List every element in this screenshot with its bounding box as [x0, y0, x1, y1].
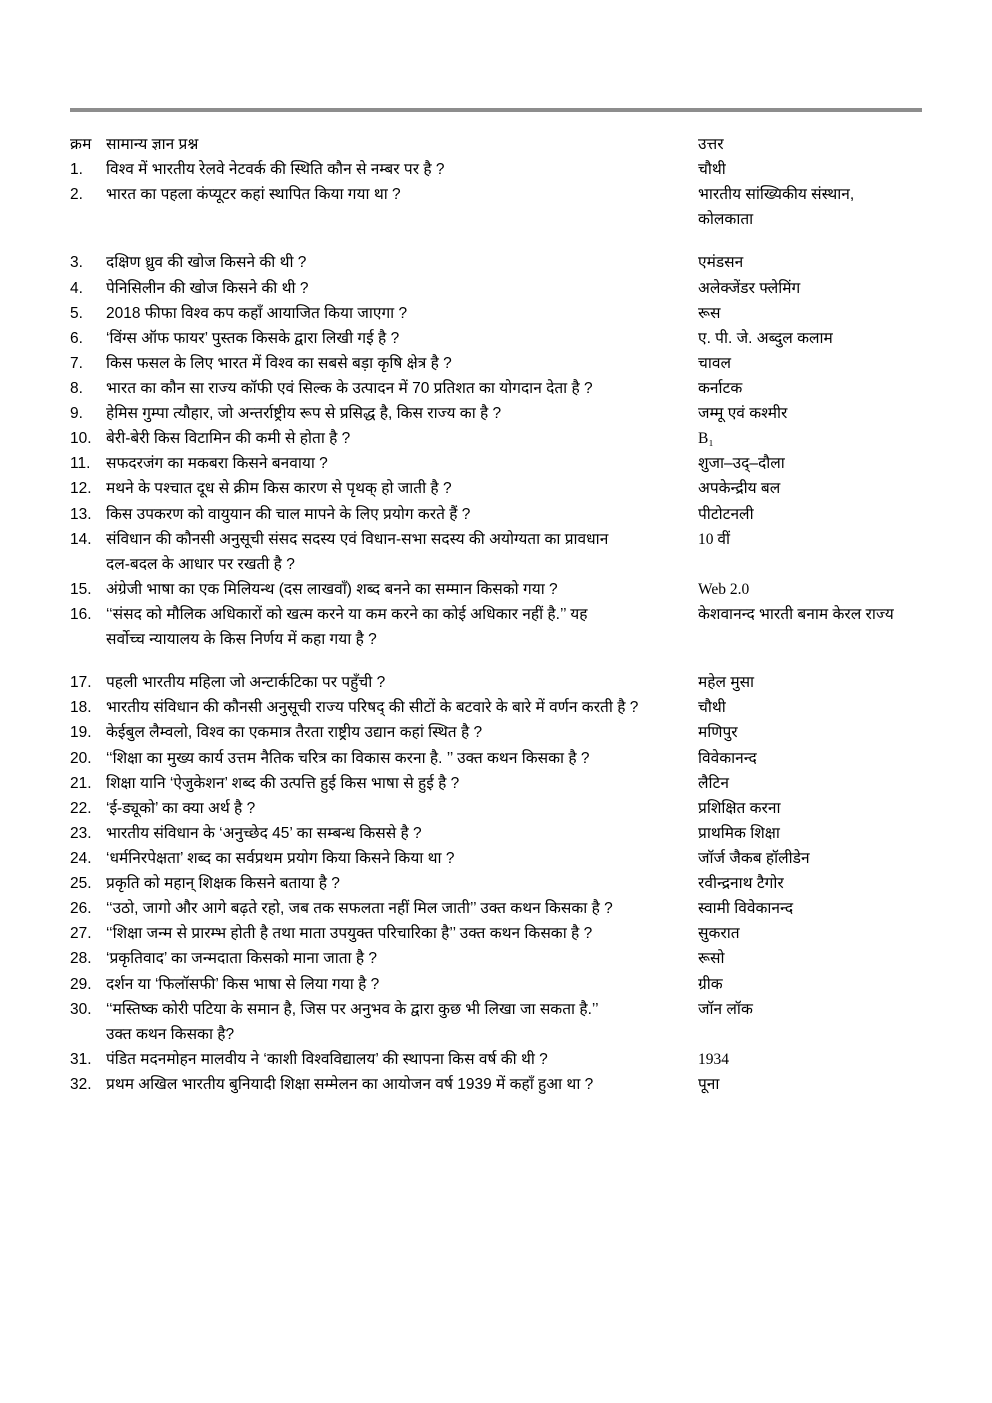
answer-line-1: रवीन्द्रनाथ टैगोर — [698, 875, 784, 893]
table-row — [70, 746, 922, 771]
row-number: 12. — [70, 480, 92, 498]
row-answer — [698, 997, 922, 1047]
row-question — [106, 771, 698, 796]
row-question — [106, 426, 698, 451]
row-number: 17. — [70, 674, 92, 692]
answer-line-1: अपकेन्द्रीय बल — [698, 480, 781, 498]
row-number: 19. — [70, 724, 92, 742]
row-answer — [698, 670, 922, 695]
row-question — [106, 1047, 698, 1072]
table-row — [70, 1047, 922, 1072]
table-row — [70, 301, 922, 326]
question-line-1: ‘‘शिक्षा जन्म से प्रारम्भ होती है तथा माता उपयुक्त परिचारिका है’’ उक्त कथन किसका है ? — [106, 925, 593, 943]
table-row — [70, 577, 922, 602]
row-number: 7. — [70, 354, 83, 372]
qa-table-body — [70, 132, 922, 1097]
row-question — [106, 376, 698, 401]
row-answer — [698, 720, 922, 745]
header-rule — [70, 108, 922, 112]
answer-line-1: प्राथमिक शिक्षा — [698, 824, 780, 842]
question-line-1: भारत का पहला कंप्यूटर कहां स्थापित किया गया था ? — [106, 186, 401, 204]
row-number: 13. — [70, 505, 92, 523]
row-question — [106, 351, 698, 376]
table-row — [70, 276, 922, 301]
row-number: 15. — [70, 580, 92, 598]
row-question — [106, 846, 698, 871]
answer-line-1: सुकरात — [698, 925, 740, 943]
row-number: 9. — [70, 405, 83, 423]
table-row — [70, 451, 922, 476]
answer-line-1: लैटिन — [698, 774, 729, 792]
table-row — [70, 401, 922, 426]
answer-line-2: कोलकाता — [698, 211, 754, 229]
question-line-1: केईबुल लैम्वलो, विश्व का एकमात्र तैरता राष्ट्रीय उद्यान कहां स्थित है ? — [106, 724, 483, 742]
row-question — [106, 796, 698, 821]
answer-line-1: प्रशिक्षित करना — [698, 799, 781, 817]
table-row — [70, 695, 922, 720]
row-question — [106, 527, 698, 577]
table-row — [70, 972, 922, 997]
answer-line-1: चौथी — [698, 699, 726, 717]
row-answer — [698, 972, 922, 997]
question-line-1: भारतीय संविधान के ‘अनुच्छेद 45’ का सम्बन्ध किससे है ? — [106, 824, 422, 842]
question-line-1: मथने के पश्चात दूध से क्रीम किस कारण से पृथक् हो जाती है ? — [106, 480, 452, 498]
answer-line-1: ए. पी. जे. अब्दुल कलाम — [698, 329, 833, 347]
row-question — [106, 577, 698, 602]
row-spacer-cell — [70, 652, 922, 670]
question-line-1: बेरी-बेरी किस विटामिन की कमी से होता है ? — [106, 430, 351, 448]
row-answer — [698, 276, 922, 301]
table-row — [70, 476, 922, 501]
table-row — [70, 796, 922, 821]
row-question — [106, 670, 698, 695]
row-number: 18. — [70, 699, 92, 717]
answer-line-1: पीटोटनली — [698, 505, 754, 523]
row-question — [106, 720, 698, 745]
answer-line-2: केशवानन्द भारती बनाम केरल राज्य — [698, 605, 894, 623]
row-number: 5. — [70, 304, 83, 322]
row-number: 31. — [70, 1050, 92, 1068]
row-question — [106, 871, 698, 896]
question-line-1: शिक्षा यानि ‘ऐजुकेशन’ शब्द की उत्पत्ति हुई किस भाषा से हुई है ? — [106, 774, 460, 792]
table-row — [70, 846, 922, 871]
row-number: 10. — [70, 430, 92, 448]
row-number: 26. — [70, 900, 92, 918]
row-question — [106, 502, 698, 527]
row-question — [106, 182, 698, 232]
row-number: 21. — [70, 774, 92, 792]
answer-line-1: भारतीय सांख्यिकीय संस्थान, — [698, 186, 855, 204]
table-row — [70, 602, 922, 652]
row-number: 8. — [70, 379, 83, 397]
table-row — [70, 670, 922, 695]
question-line-1: प्रकृति को महान् शिक्षक किसने बताया है ? — [106, 875, 340, 893]
answer-line-1: महेल मुसा — [698, 674, 755, 692]
row-answer — [698, 376, 922, 401]
row-question — [106, 695, 698, 720]
row-question — [106, 326, 698, 351]
row-answer — [698, 182, 922, 232]
answer-line-1: जॉर्ज जैकब हॉलीडेन — [698, 849, 810, 867]
row-question — [106, 821, 698, 846]
question-line-1: विश्व में भारतीय रेलवे नेटवर्क की स्थिति कौन से नम्बर पर है ? — [106, 161, 445, 179]
answer-line-1: B₁ — [698, 430, 714, 448]
row-answer — [698, 1047, 922, 1072]
row-answer — [698, 921, 922, 946]
question-line-1: पंडित मदनमोहन मालवीय ने ‘काशी विश्वविद्यालय’ की स्थापना किस वर्ष की थी ? — [106, 1050, 548, 1068]
answer-line-1: 1934 — [698, 1050, 729, 1068]
answer-line-1: चौथी — [698, 161, 726, 179]
answer-line-1: कर्नाटक — [698, 379, 743, 397]
row-answer — [698, 250, 922, 275]
question-line-1: पेनिसिलीन की खोज किसने की थी ? — [106, 279, 309, 297]
answer-line-2: जॉन लॉक — [698, 1000, 753, 1018]
question-line-1: ‘ई-ड्यूको’ का क्या अर्थ है ? — [106, 799, 256, 817]
table-row — [70, 871, 922, 896]
question-line-1: अंग्रेजी भाषा का एक मिलियन्थ (दस लाखवाँ) शब्द बनने का सम्मान किसको गया ? — [106, 580, 558, 598]
row-question — [106, 972, 698, 997]
row-answer — [698, 846, 922, 871]
row-spacer-cell — [70, 232, 922, 250]
row-number: 14. — [70, 530, 92, 548]
question-line-1: प्रथम अखिल भारतीय बुनियादी शिक्षा सम्मेलन का आयोजन वर्ष 1939 में कहाँ हुआ था ? — [106, 1075, 594, 1093]
table-row — [70, 351, 922, 376]
row-answer — [698, 746, 922, 771]
answer-line-1: जम्मू एवं कश्मीर — [698, 405, 788, 423]
answer-line-1: अलेक्जेंडर फ्लेमिंग — [698, 279, 801, 297]
table-row — [70, 720, 922, 745]
row-answer — [698, 157, 922, 182]
header-order: क्रम — [70, 136, 92, 153]
row-number: 3. — [70, 254, 83, 272]
row-number: 22. — [70, 799, 92, 817]
row-spacer — [70, 652, 922, 670]
row-question — [106, 476, 698, 501]
table-row — [70, 946, 922, 971]
row-number: 30. — [70, 1000, 92, 1018]
row-answer — [698, 451, 922, 476]
answer-line-1: स्वामी विवेकानन्द — [698, 900, 794, 918]
row-question — [106, 896, 698, 921]
row-answer — [698, 426, 922, 451]
question-line-1: भारत का कौन सा राज्य कॉफी एवं सिल्क के उत्पादन में 70 प्रतिशत का योगदान देता है ? — [106, 379, 593, 397]
table-row — [70, 771, 922, 796]
answer-line-1: पूना — [698, 1075, 720, 1093]
table-row — [70, 326, 922, 351]
question-line-2: उक्त कथन किसका है? — [106, 1025, 235, 1043]
row-answer — [698, 771, 922, 796]
question-line-1: किस फसल के लिए भारत में विश्व का सबसे बड़ा कृषि क्षेत्र है ? — [106, 354, 452, 372]
table-header-row — [70, 132, 922, 157]
row-number: 27. — [70, 925, 92, 943]
row-answer — [698, 326, 922, 351]
row-number: 20. — [70, 749, 92, 767]
question-line-1: ‘‘संसद को मौलिक अधिकारों को खत्म करने या कम करने का कोई अधिकार नहीं है.’’ यह — [106, 605, 588, 623]
row-answer — [698, 401, 922, 426]
table-row — [70, 157, 922, 182]
row-answer — [698, 871, 922, 896]
row-question — [106, 451, 698, 476]
row-number: 2. — [70, 186, 83, 204]
row-number: 23. — [70, 824, 92, 842]
row-number: 28. — [70, 950, 92, 968]
row-question — [106, 997, 698, 1047]
question-line-2: सर्वोच्च न्यायालय के किस निर्णय में कहा गया है ? — [106, 631, 377, 649]
row-question — [106, 250, 698, 275]
table-row — [70, 896, 922, 921]
row-question — [106, 301, 698, 326]
row-question — [106, 921, 698, 946]
row-number: 4. — [70, 279, 83, 297]
row-answer — [698, 502, 922, 527]
table-row — [70, 426, 922, 451]
answer-line-1: Web 2.0 — [698, 580, 750, 598]
row-answer — [698, 821, 922, 846]
row-answer — [698, 301, 922, 326]
answer-line-1: एमंडसन — [698, 254, 744, 272]
row-answer — [698, 796, 922, 821]
question-line-1: किस उपकरण को वायुयान की चाल मापने के लिए प्रयोग करते हैं ? — [106, 505, 471, 523]
question-line-1: हेमिस गुम्पा त्यौहार, जो अन्तर्राष्ट्रीय रूप से प्रसिद्ध है, किस राज्य का है ? — [106, 405, 502, 423]
question-line-1: ‘विंग्स ऑफ फायर’ पुस्तक किसके द्वारा लिखी गई है ? — [106, 329, 400, 347]
row-question — [106, 602, 698, 652]
row-number: 6. — [70, 329, 83, 347]
answer-line-1: विवेकानन्द — [698, 749, 757, 767]
row-number: 11. — [70, 455, 91, 473]
question-line-1: ‘‘मस्तिष्क कोरी पटिया के समान है, जिस पर अनुभव के द्वारा कुछ भी लिखा जा सकता है.’’ — [106, 1000, 599, 1018]
document-content — [70, 108, 922, 1097]
row-answer — [698, 476, 922, 501]
table-row — [70, 1072, 922, 1097]
row-question — [106, 157, 698, 182]
header-answer: उत्तर — [698, 136, 724, 153]
table-row — [70, 921, 922, 946]
question-line-1: भारतीय संविधान की कौनसी अनुसूची राज्य परिषद् की सीटों के बटवारे के बारे में वर्णन करती है ? — [106, 699, 639, 717]
row-answer — [698, 695, 922, 720]
row-question — [106, 1072, 698, 1097]
row-spacer — [70, 232, 922, 250]
header-question: सामान्य ज्ञान प्रश्न — [106, 136, 199, 153]
question-line-1: ‘प्रकृतिवाद’ का जन्मदाता किसको माना जाता है ? — [106, 950, 378, 968]
question-line-1: ‘‘शिक्षा का मुख्य कार्य उत्तम नैतिक चरित्र का विकास करना है. ’’ उक्त कथन किसका है ? — [106, 749, 590, 767]
row-question — [106, 401, 698, 426]
row-answer — [698, 896, 922, 921]
row-answer — [698, 946, 922, 971]
table-row — [70, 182, 922, 232]
question-line-1: दक्षिण ध्रुव की खोज किसने की थी ? — [106, 254, 307, 272]
row-number: 24. — [70, 849, 92, 867]
qa-table — [70, 132, 922, 1097]
row-question — [106, 946, 698, 971]
question-line-1: पहली भारतीय महिला जो अन्टार्कटिका पर पहुँची ? — [106, 674, 386, 692]
row-answer — [698, 1072, 922, 1097]
row-number: 1. — [70, 161, 83, 179]
row-answer — [698, 351, 922, 376]
row-number: 25. — [70, 875, 92, 893]
answer-line-1: रूस — [698, 304, 721, 322]
table-row — [70, 527, 922, 577]
answer-line-1: ग्रीक — [698, 975, 723, 993]
question-line-1: 2018 फीफा विश्व कप कहाँ आयाजित किया जाएगा ? — [106, 304, 408, 322]
question-line-1: सफदरजंग का मकबरा किसने बनवाया ? — [106, 455, 328, 473]
question-line-1: ‘‘उठो, जागो और आगे बढ़ते रहो, जब तक सफलता नहीं मिल जाती’’ उक्त कथन किसका है ? — [106, 900, 613, 918]
table-row — [70, 376, 922, 401]
answer-line-1: रूसो — [698, 950, 725, 968]
row-number: 29. — [70, 975, 92, 993]
question-line-1: दर्शन या ‘फिलॉसफी’ किस भाषा से लिया गया है ? — [106, 975, 380, 993]
row-question — [106, 746, 698, 771]
row-answer — [698, 527, 922, 577]
answer-line-1: मणिपुर — [698, 724, 738, 742]
question-line-1: ‘धर्मनिरपेक्षता’ शब्द का सर्वप्रथम प्रयोग किया किसने किया था ? — [106, 849, 455, 867]
table-row — [70, 502, 922, 527]
question-line-2: दल-बदल के आधार पर रखती है ? — [106, 555, 295, 573]
row-question — [106, 276, 698, 301]
table-row — [70, 821, 922, 846]
table-row — [70, 250, 922, 275]
row-answer — [698, 577, 922, 602]
answer-line-1: चावल — [698, 354, 731, 372]
question-line-1: संविधान की कौनसी अनुसूची संसद सदस्य एवं विधान-सभा सदस्य की अयोग्यता का प्रावधान — [106, 530, 609, 548]
answer-line-1: शुजा–उद्–दौला — [698, 455, 785, 473]
answer-line-2: 10 वीं — [698, 530, 731, 548]
row-number: 16. — [70, 605, 92, 623]
row-answer — [698, 602, 922, 652]
row-number: 32. — [70, 1075, 92, 1093]
table-row — [70, 997, 922, 1047]
